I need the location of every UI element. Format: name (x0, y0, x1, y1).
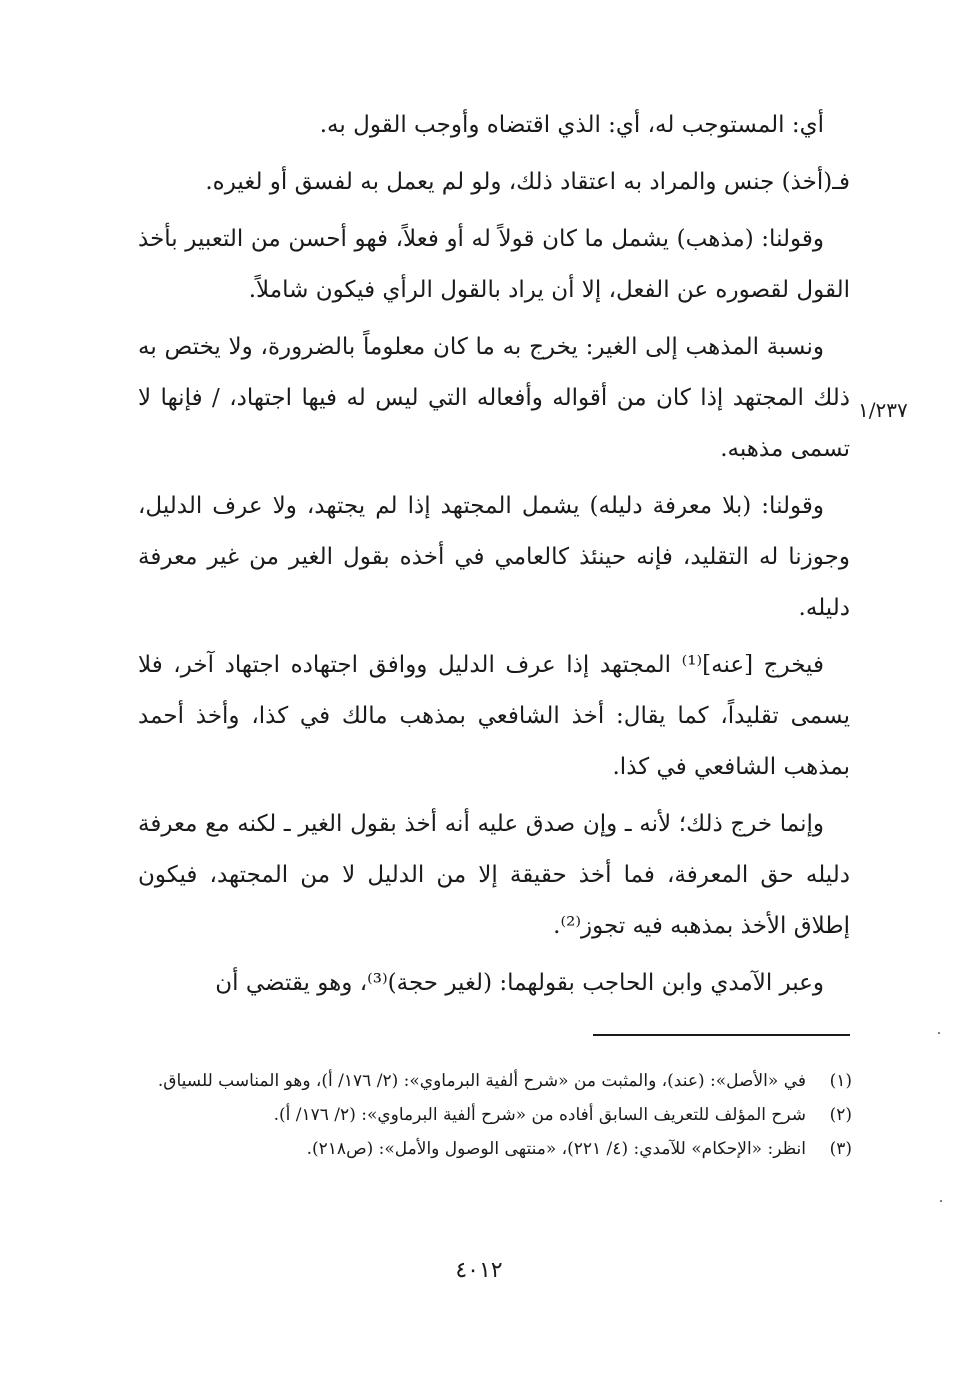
footnotes (140, 1064, 852, 1166)
paragraph: وإنما خرج ذلك؛ لأنه ـ وإن صدق عليه أنه أخذ بقول الغير ـ لكنه مع معرفة دليله حق المعرفة، فما أخذ حقيقة إلا من الدليل لا من المجتهد، فيكون إطلاق الأخذ بمذهبه فيه تجوز⁽²⁾. (138, 811, 850, 939)
footnote-separator (593, 1034, 850, 1036)
footnote-number: (٢) (829, 1105, 852, 1125)
footnote-number: (٣) (829, 1139, 852, 1159)
paragraph: وقولنا: (بلا معرفة دليله) يشمل المجتهد إذا لم يجتهد، ولا عرف الدليل، وجوزنا له التقليد، فإنه حينئذ كالعامي في أخذه بقول الغير من غير معرفة دليله. (138, 493, 850, 621)
scan-speck (938, 1032, 940, 1034)
page-number: ٤٠١٢ (455, 1258, 503, 1283)
footnote-number: (١) (829, 1071, 852, 1091)
paragraph: أي: المستوجب له، أي: الذي اقتضاه وأوجب القول به. (319, 112, 824, 138)
paragraph: ونسبة المذهب إلى الغير: يخرج به ما كان معلوماً بالضرورة، ولا يختص به ذلك المجتهد إذا كان من أقواله وأفعاله التي ليس له فيها اجتهاد، / فإنها لا تسمى مذهبه. (138, 334, 850, 462)
paragraph: فـ(أخذ) جنس والمراد به اعتقاد ذلك، ولو لم يعمل به لفسق أو لغيره. (205, 169, 850, 195)
footnote (140, 1098, 852, 1132)
footnote-text: انظر: «الإحكام» للآمدي: (٤/ ٢٢١)، «منتهى الوصول والأمل»: (ص٢١٨). (306, 1139, 806, 1159)
footnote (140, 1132, 852, 1166)
scan-speck (940, 1200, 942, 1202)
paragraph: وقولنا: (مذهب) يشمل ما كان قولاً له أو فعلاً، فهو أحسن من التعبير بأخذ القول لقصوره عن الفعل، إلا أن يراد بالقول الرأي فيكون شاملاً. (138, 226, 850, 303)
footnote (140, 1064, 852, 1098)
margin-page-reference: ١/٢٣٧ (858, 398, 908, 422)
main-text (138, 100, 850, 1015)
footnote-text: شرح المؤلف للتعريف السابق أفاده من «شرح ألفية البرماوي»: (٢/ ١٧٦/ أ). (273, 1105, 806, 1125)
paragraph: فيخرج [عنه]⁽¹⁾ المجتهد إذا عرف الدليل ووافق اجتهاده اجتهاد آخر، فلا يسمى تقليداً، كما يقال: أخذ الشافعي بمذهب مالك في كذا، وأخذ أحمد بمذهب الشافعي في كذا. (138, 652, 850, 780)
paragraph: وعبر الآمدي وابن الحاجب بقولهما: (لغير حجة)⁽³⁾، وهو يقتضي أن (215, 970, 824, 996)
footnote-text: في «الأصل»: (عند)، والمثبت من «شرح ألفية البرماوي»: (٢/ ١٧٦/ أ)، وهو المناسب للسياق. (157, 1071, 806, 1091)
